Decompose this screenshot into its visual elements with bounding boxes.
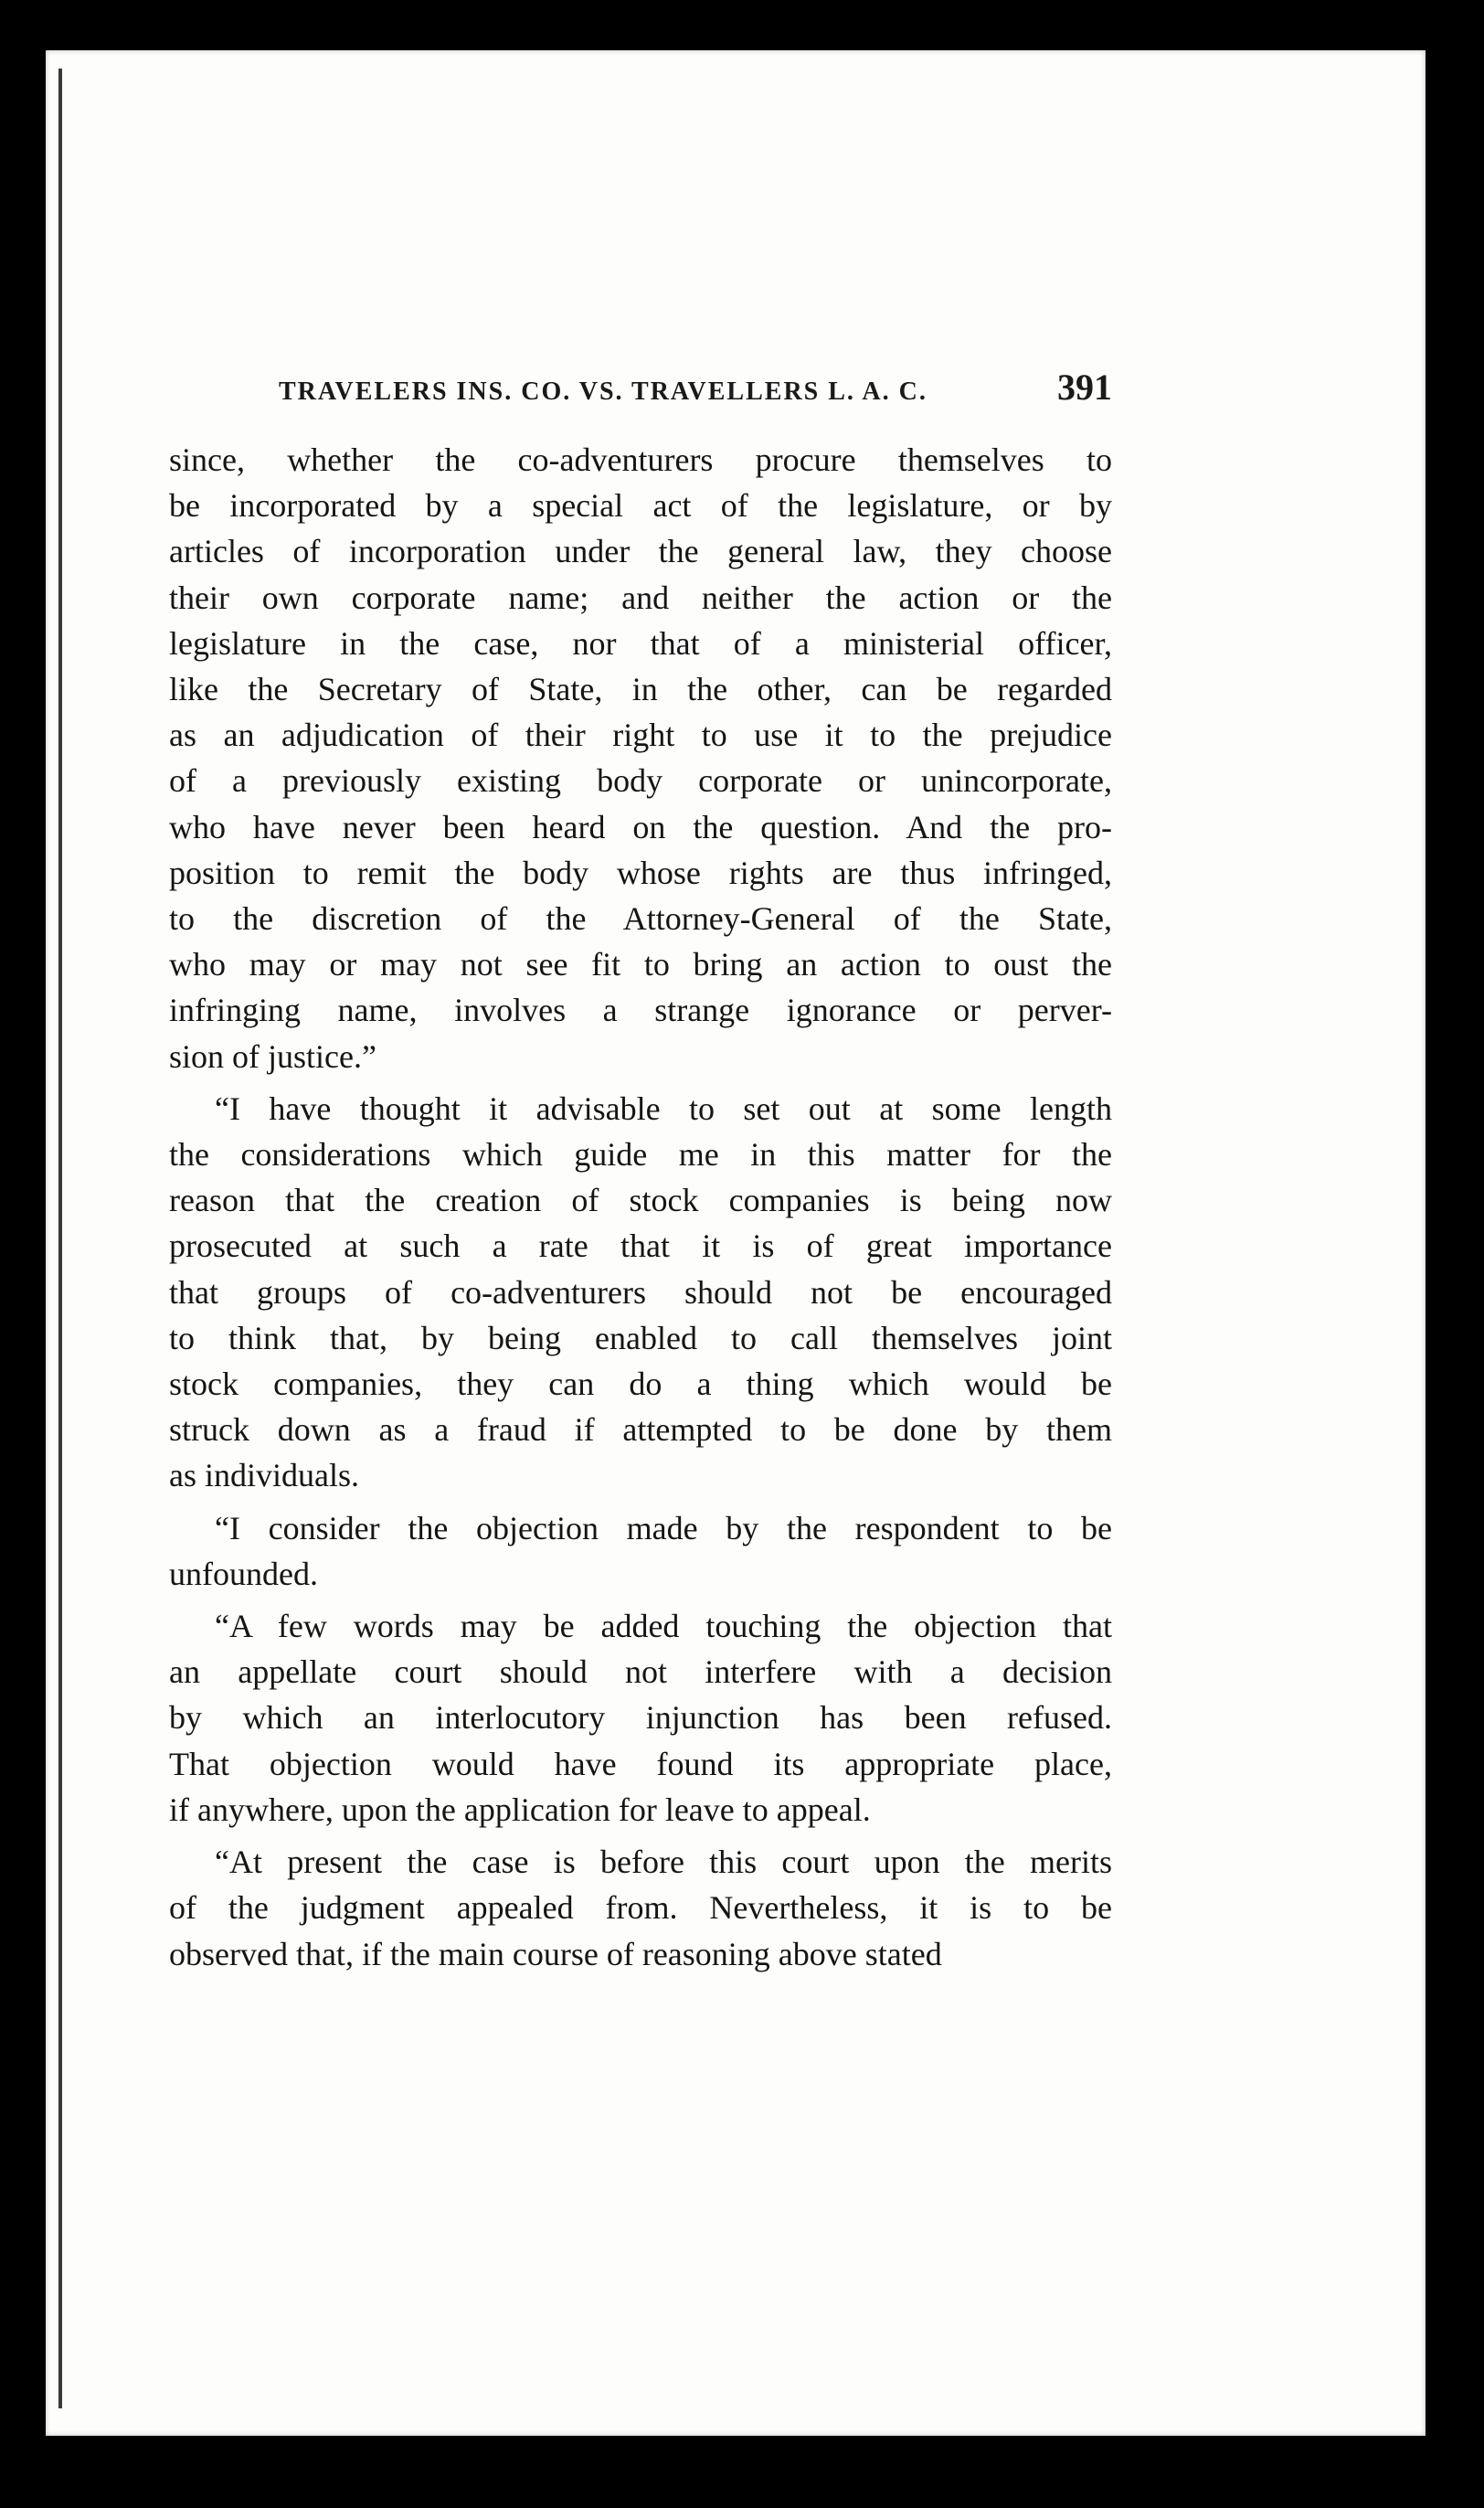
text-line: observed that, if the main course of reasoning above stated	[169, 1935, 942, 1972]
text-line: reason that the creation of stock companies is being now	[169, 1182, 1112, 1219]
text-line: That objection would have found its appropriate place,	[169, 1745, 1112, 1782]
text-line: as individuals.	[169, 1457, 359, 1494]
text-line: unfounded.	[169, 1555, 318, 1592]
paragraph	[169, 437, 1112, 1079]
text-line: who have never been heard on the question. And the pro-	[169, 808, 1112, 845]
running-head: TRAVELERS INS. CO. VS. TRAVELLERS L. A. C.	[279, 377, 928, 406]
page-number: 391	[1057, 367, 1112, 408]
text-line: position to remit the body whose rights are thus infringed,	[169, 854, 1112, 891]
text-line: of a previously existing body corporate or unincorporate,	[169, 762, 1112, 800]
body-text	[169, 437, 1112, 1983]
text-line: legislature in the case, nor that of a ministerial officer,	[169, 624, 1112, 662]
text-line: sion of justice.”	[169, 1037, 376, 1075]
page-header	[279, 366, 1112, 409]
text-line: “At present the case is before this court upon the merits	[215, 1844, 1112, 1881]
text-line: that groups of co-adventurers should not be encouraged	[169, 1273, 1112, 1311]
text-line: be incorporated by a special act of the legislature, or by	[169, 487, 1112, 525]
text-line: infringing name, involves a strange ignorance or perver-	[169, 992, 1112, 1029]
text-line: “I have thought it advisable to set out at some length	[215, 1089, 1112, 1127]
paragraph	[169, 1839, 1112, 1977]
text-line: to the discretion of the Attorney-General of the State,	[169, 900, 1112, 938]
paragraph	[169, 1505, 1112, 1597]
paragraph	[169, 1603, 1112, 1833]
text-line: struck down as a fraud if attempted to be done by them	[169, 1411, 1112, 1449]
text-line: who may or may not see fit to bring an action to oust the	[169, 946, 1112, 983]
text-line: since, whether the co-adventurers procure themselves to	[169, 441, 1112, 478]
text-line: as an adjudication of their right to use it to the prejudice	[169, 717, 1112, 754]
text-line: the considerations which guide me in this matter for the	[169, 1136, 1112, 1174]
text-line: “I consider the objection made by the respondent to be	[215, 1509, 1112, 1546]
text-line: prosecuted at such a rate that it is of great importance	[169, 1227, 1112, 1265]
page-edge-shadow	[58, 69, 62, 2408]
paragraph	[169, 1086, 1112, 1499]
text-line: stock companies, they can do a thing which would be	[169, 1366, 1112, 1403]
text-line: if anywhere, upon the application for leave to appeal.	[169, 1791, 871, 1828]
text-line: of the judgment appealed from. Nevertheless, it is to be	[169, 1889, 1112, 1927]
text-line: by which an interlocutory injunction has been refused.	[169, 1699, 1112, 1737]
text-line: their own corporate name; and neither the action or the	[169, 579, 1112, 616]
text-line: “A few words may be added touching the objection that	[215, 1608, 1112, 1645]
text-line: articles of incorporation under the general law, they choose	[169, 533, 1112, 570]
text-line: like the Secretary of State, in the other, can be regarded	[169, 671, 1112, 708]
text-line: to think that, by being enabled to call themselves joint	[169, 1319, 1112, 1356]
text-line: an appellate court should not interfere with a decision	[169, 1653, 1112, 1691]
